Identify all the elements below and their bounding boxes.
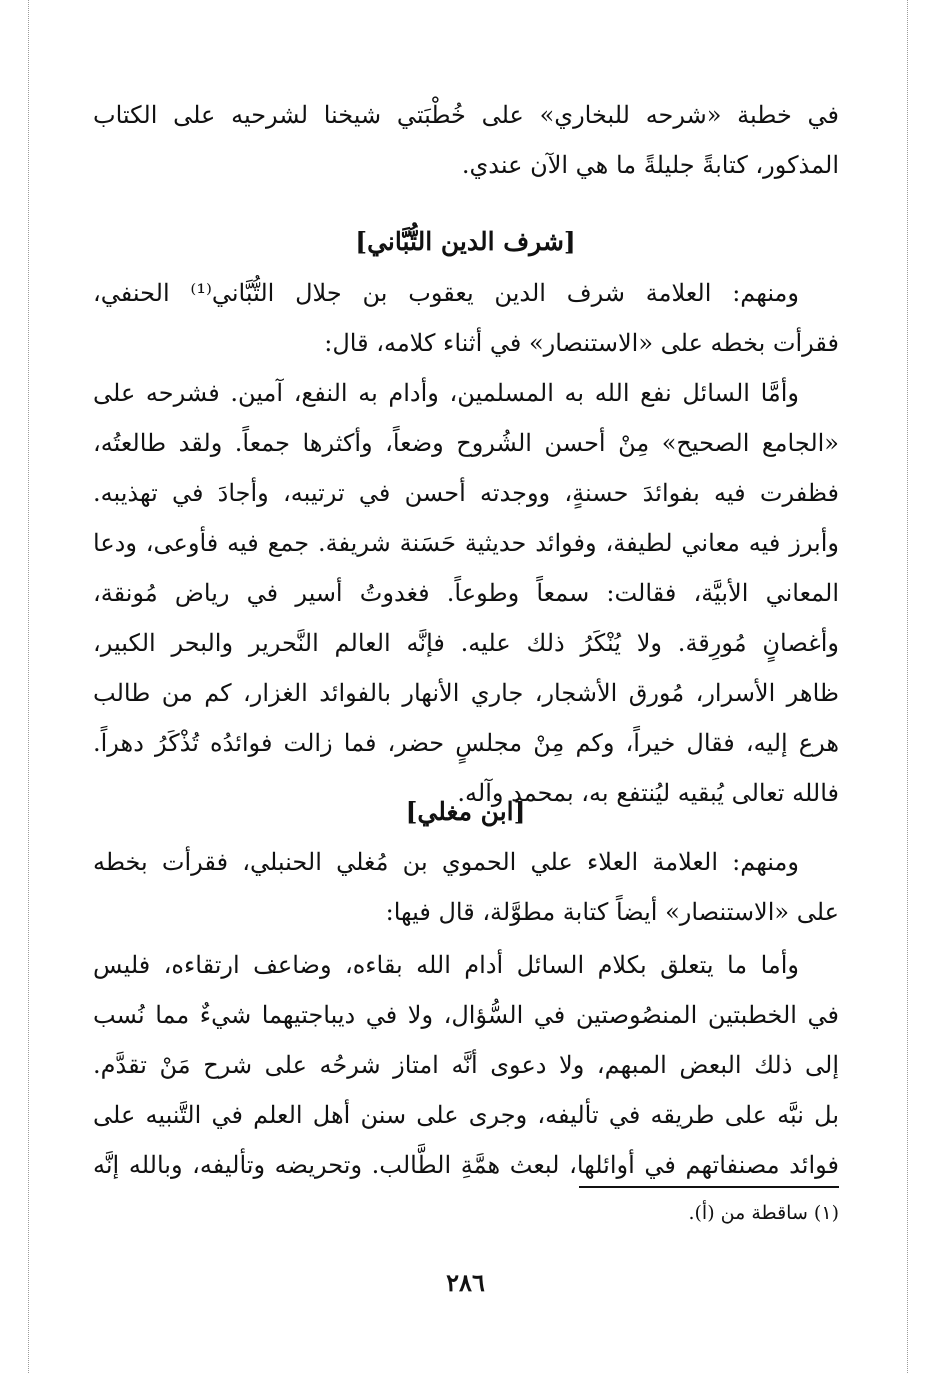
text-line: ومنهم: العلامة العلاء علي الحموي بن مُغلي الحنبلي، فقرأت بخطه (93, 848, 799, 876)
margin-dots-right (907, 0, 908, 1373)
text-line: إلى ذلك البعض المبهم، ولا دعوى أنَّه امتاز شرحُه على شرح مَنْ تقدَّم. (93, 1051, 839, 1079)
page-number: ٢٨٦ (446, 1268, 485, 1297)
text-line: على «الاستنصار» أيضاً كتابة مطوَّلة، قال فيها: (385, 898, 839, 926)
text-line: «الجامع الصحيح» مِنْ أحسن الشُروح وضعاً، وأكثرها جمعاً. ولقد طالعتُه، (93, 429, 839, 457)
text-line: فقرأت بخطه على «الاستنصار» في أثناء كلامه، قال: (324, 329, 839, 357)
section-heading-tubbani: [شرف الدين التُّبَّاني] (355, 227, 576, 256)
text-line: في خطبة «شرحه للبخاري» على خُطْبَتي شيخنا لشرحيه على الكتاب (93, 101, 839, 129)
section2-intro-paragraph (93, 837, 839, 937)
text-line: وأمَّا السائل نفع الله به المسلمين، وأدام به النفع، آمين. فشرحه على (93, 379, 799, 407)
text-line: ظاهر الأسرار، مُورق الأشجار، جاري الأنهار بالفوائد الغزار، كم من طالب (93, 679, 839, 707)
text-line: وأما ما يتعلق بكلام السائل أدام الله بقاءه، وضاعف ارتقاءه، فليس (93, 951, 799, 979)
text-line: المذكور، كتابةً جليلةً ما هي الآن عندي. (461, 151, 839, 179)
text-line: فالله تعالى يُبقيه ليُنتفع به، بمحمد وآله. (457, 779, 839, 807)
intro-paragraph (93, 90, 839, 190)
footnote: (١) ساقطة من (أ). (688, 1202, 839, 1224)
section1-quote-paragraph (93, 368, 839, 818)
footnote-separator (579, 1186, 839, 1188)
text-line: ومنهم: العلامة شرف الدين يعقوب بن جلال التُّبَّاني⁽¹⁾ الحنفي، (93, 279, 799, 307)
margin-dots-left (28, 0, 29, 1373)
text-line: في الخطبتين المنصُوصتين في السُّؤال، ولا في ديباجتيهما شيءٌ مما نُسب (93, 1001, 839, 1029)
text-line: وأغصانٍ مُورِقة. ولا يُنْكَرُ ذلك عليه. فإنَّه العالم النَّحرير والبحر الكبير، (93, 629, 839, 657)
section2-quote-paragraph (93, 940, 839, 1190)
section-heading-ibn-mughli: [ابن مغلي] (405, 797, 526, 826)
text-line: فظفرت فيه بفوائدَ حسنةٍ، ووجدته أحسن في ترتيبه، وأجادَ في تهذيبه. (93, 479, 839, 507)
text-line: المعاني الأبيَّة، فقالت: سمعاً وطوعاً. فغدوتُ أسير في رياض مُونقة، (93, 579, 839, 607)
text-line: فوائد مصنفاتهم في أوائلها، لبعث همَّةِ الطَّالب. وتحريضه وتأليفه، وبالله إنَّه (93, 1151, 839, 1179)
text-line: بل نبَّه على طريقه في تأليفه، وجرى على سنن أهل العلم في التَّنبيه على (93, 1101, 839, 1129)
text-line: وأبرز فيه معاني لطيفة، وفوائد حديثية حَسَنة شريفة. جمع فيه فأوعى، ودعا (93, 529, 839, 557)
section1-intro-paragraph (93, 268, 839, 368)
text-line: هرع إليه، فقال خيراً، وكم مِنْ مجلسٍ حضر، فما زالت فوائدُه تُذْكَرُ دهراً. (93, 729, 839, 757)
